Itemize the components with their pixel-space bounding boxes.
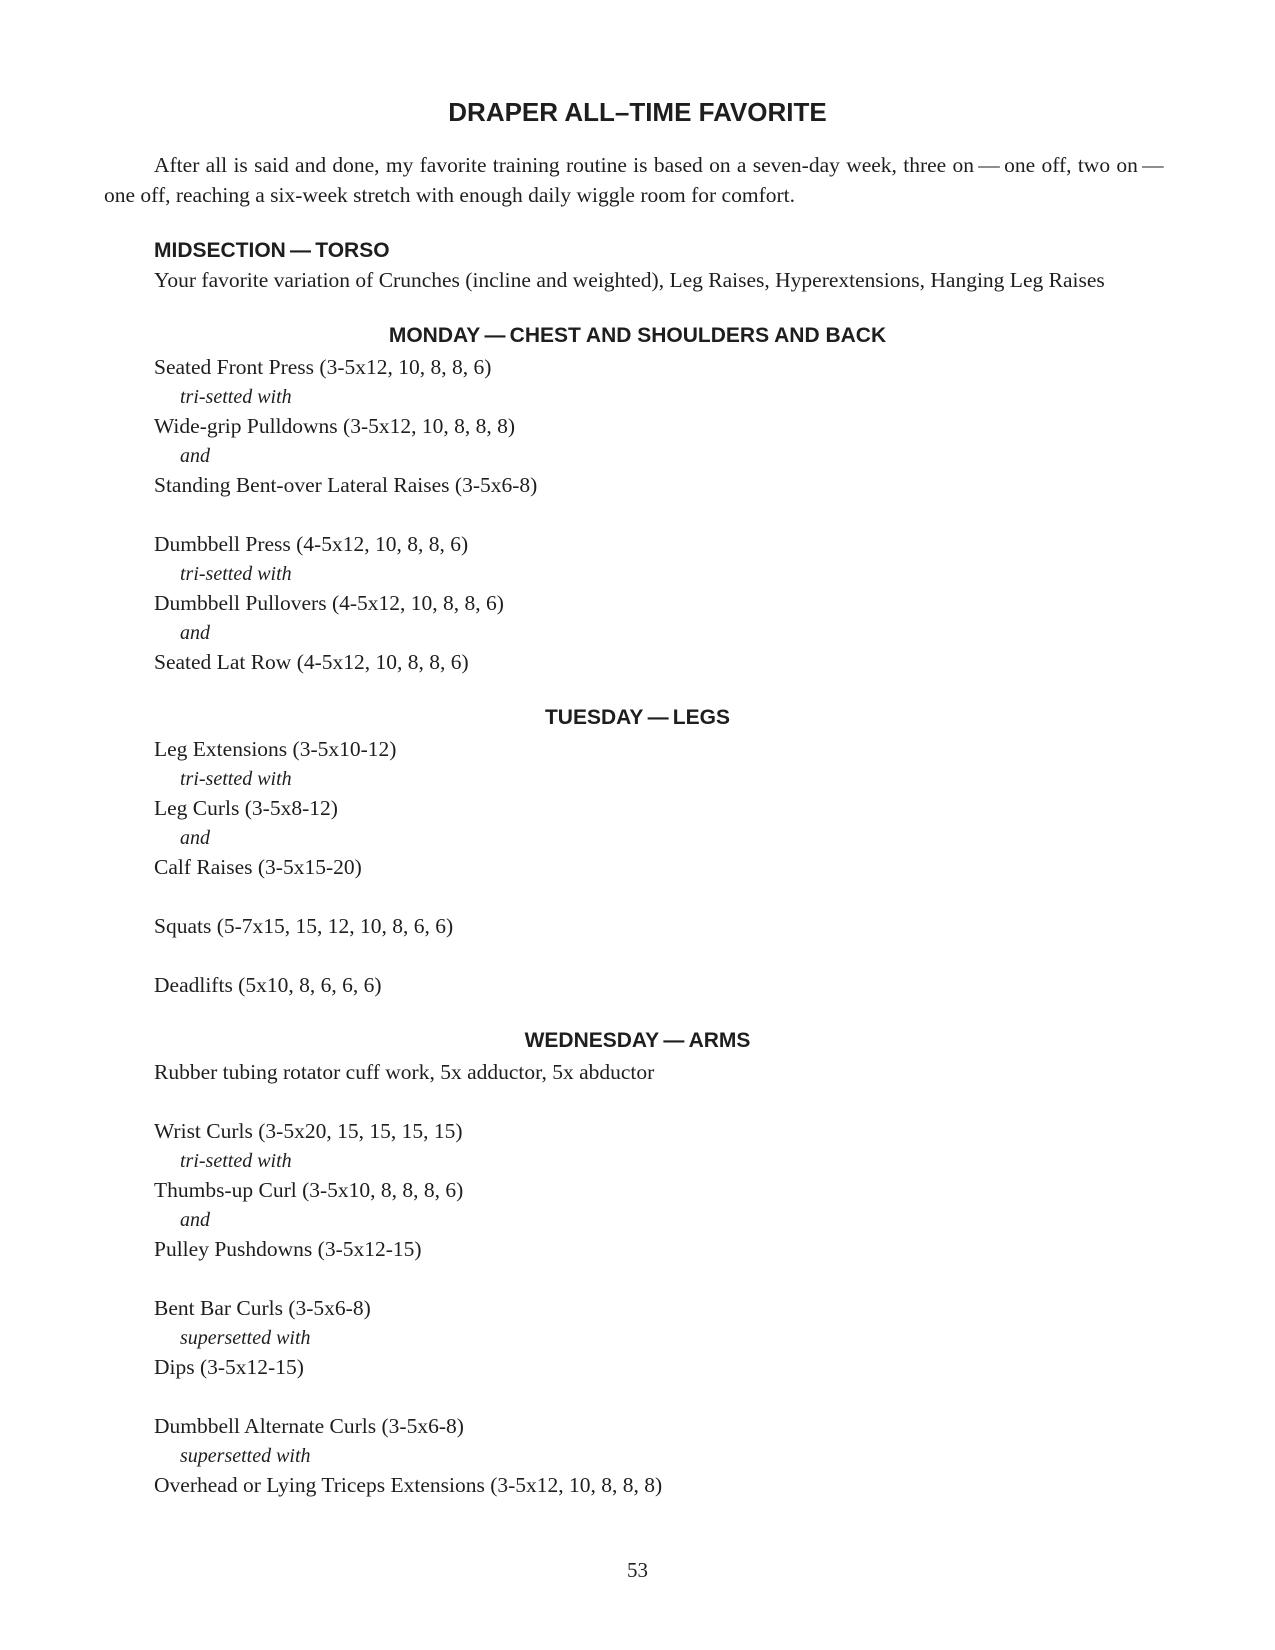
intro-paragraph: After all is said and done, my favorite training routine is based on a seven-day week, three on — one off, two on — one off, reaching a six-week stretch with enough daily wiggle room for comfort. bbox=[104, 153, 1168, 207]
exercise-line: Dips (3-5x12-15) bbox=[154, 1355, 304, 1379]
exercise-line: Standing Bent-over Lateral Raises (3-5x6-8) bbox=[154, 473, 538, 497]
exercise-line: Dumbbell Alternate Curls (3-5x6-8) bbox=[154, 1414, 464, 1438]
exercise-line: Thumbs-up Curl (3-5x10, 8, 8, 8, 6) bbox=[154, 1178, 464, 1202]
connector-line: and bbox=[180, 622, 210, 644]
exercise-line: Leg Extensions (3-5x10-12) bbox=[154, 737, 397, 761]
connector-line: tri-setted with bbox=[180, 1150, 292, 1172]
exercise-line: Dumbbell Press (4-5x12, 10, 8, 8, 6) bbox=[154, 532, 469, 556]
connector-line: tri-setted with bbox=[180, 386, 292, 408]
exercise-line: Seated Lat Row (4-5x12, 10, 8, 8, 6) bbox=[154, 650, 469, 674]
tuesday-heading: TUESDAY — LEGS bbox=[544, 706, 730, 729]
exercise-line: Dumbbell Pullovers (4-5x12, 10, 8, 8, 6) bbox=[154, 591, 504, 615]
connector-line: and bbox=[180, 1209, 210, 1231]
exercise-line: Calf Raises (3-5x15-20) bbox=[154, 855, 362, 879]
exercise-line: Deadlifts (5x10, 8, 6, 6, 6) bbox=[154, 973, 382, 997]
midsection-text: Your favorite variation of Crunches (incline and weighted), Leg Raises, Hyperextensions, Hanging Leg Raises bbox=[154, 268, 1105, 292]
exercise-line: Seated Front Press (3-5x12, 10, 8, 8, 6) bbox=[154, 355, 492, 379]
connector-line: supersetted with bbox=[180, 1327, 311, 1349]
connector-line: tri-setted with bbox=[180, 563, 292, 585]
midsection-heading: MIDSECTION — TORSO bbox=[154, 239, 390, 262]
connector-line: tri-setted with bbox=[180, 768, 292, 790]
exercise-line: Rubber tubing rotator cuff work, 5x adductor, 5x abductor bbox=[154, 1060, 655, 1084]
exercise-line: Wide-grip Pulldowns (3-5x12, 10, 8, 8, 8) bbox=[154, 414, 516, 438]
exercise-line: Overhead or Lying Triceps Extensions (3-5x12, 10, 8, 8, 8) bbox=[154, 1473, 663, 1497]
exercise-line: Bent Bar Curls (3-5x6-8) bbox=[154, 1296, 371, 1320]
page-number: 53 bbox=[627, 1558, 648, 1582]
connector-line: and bbox=[180, 827, 210, 849]
exercise-line: Squats (5-7x15, 15, 12, 10, 8, 6, 6) bbox=[154, 914, 454, 938]
connector-line: supersetted with bbox=[180, 1445, 311, 1467]
connector-line: and bbox=[180, 445, 210, 467]
monday-heading: MONDAY — CHEST AND SHOULDERS AND BACK bbox=[388, 324, 887, 347]
exercise-line: Pulley Pushdowns (3-5x12-15) bbox=[154, 1237, 422, 1261]
page-title: DRAPER ALL–TIME FAVORITE bbox=[448, 97, 827, 127]
wednesday-heading: WEDNESDAY — ARMS bbox=[524, 1029, 751, 1052]
exercise-line: Wrist Curls (3-5x20, 15, 15, 15, 15) bbox=[154, 1119, 463, 1143]
exercise-line: Leg Curls (3-5x8-12) bbox=[154, 796, 338, 820]
